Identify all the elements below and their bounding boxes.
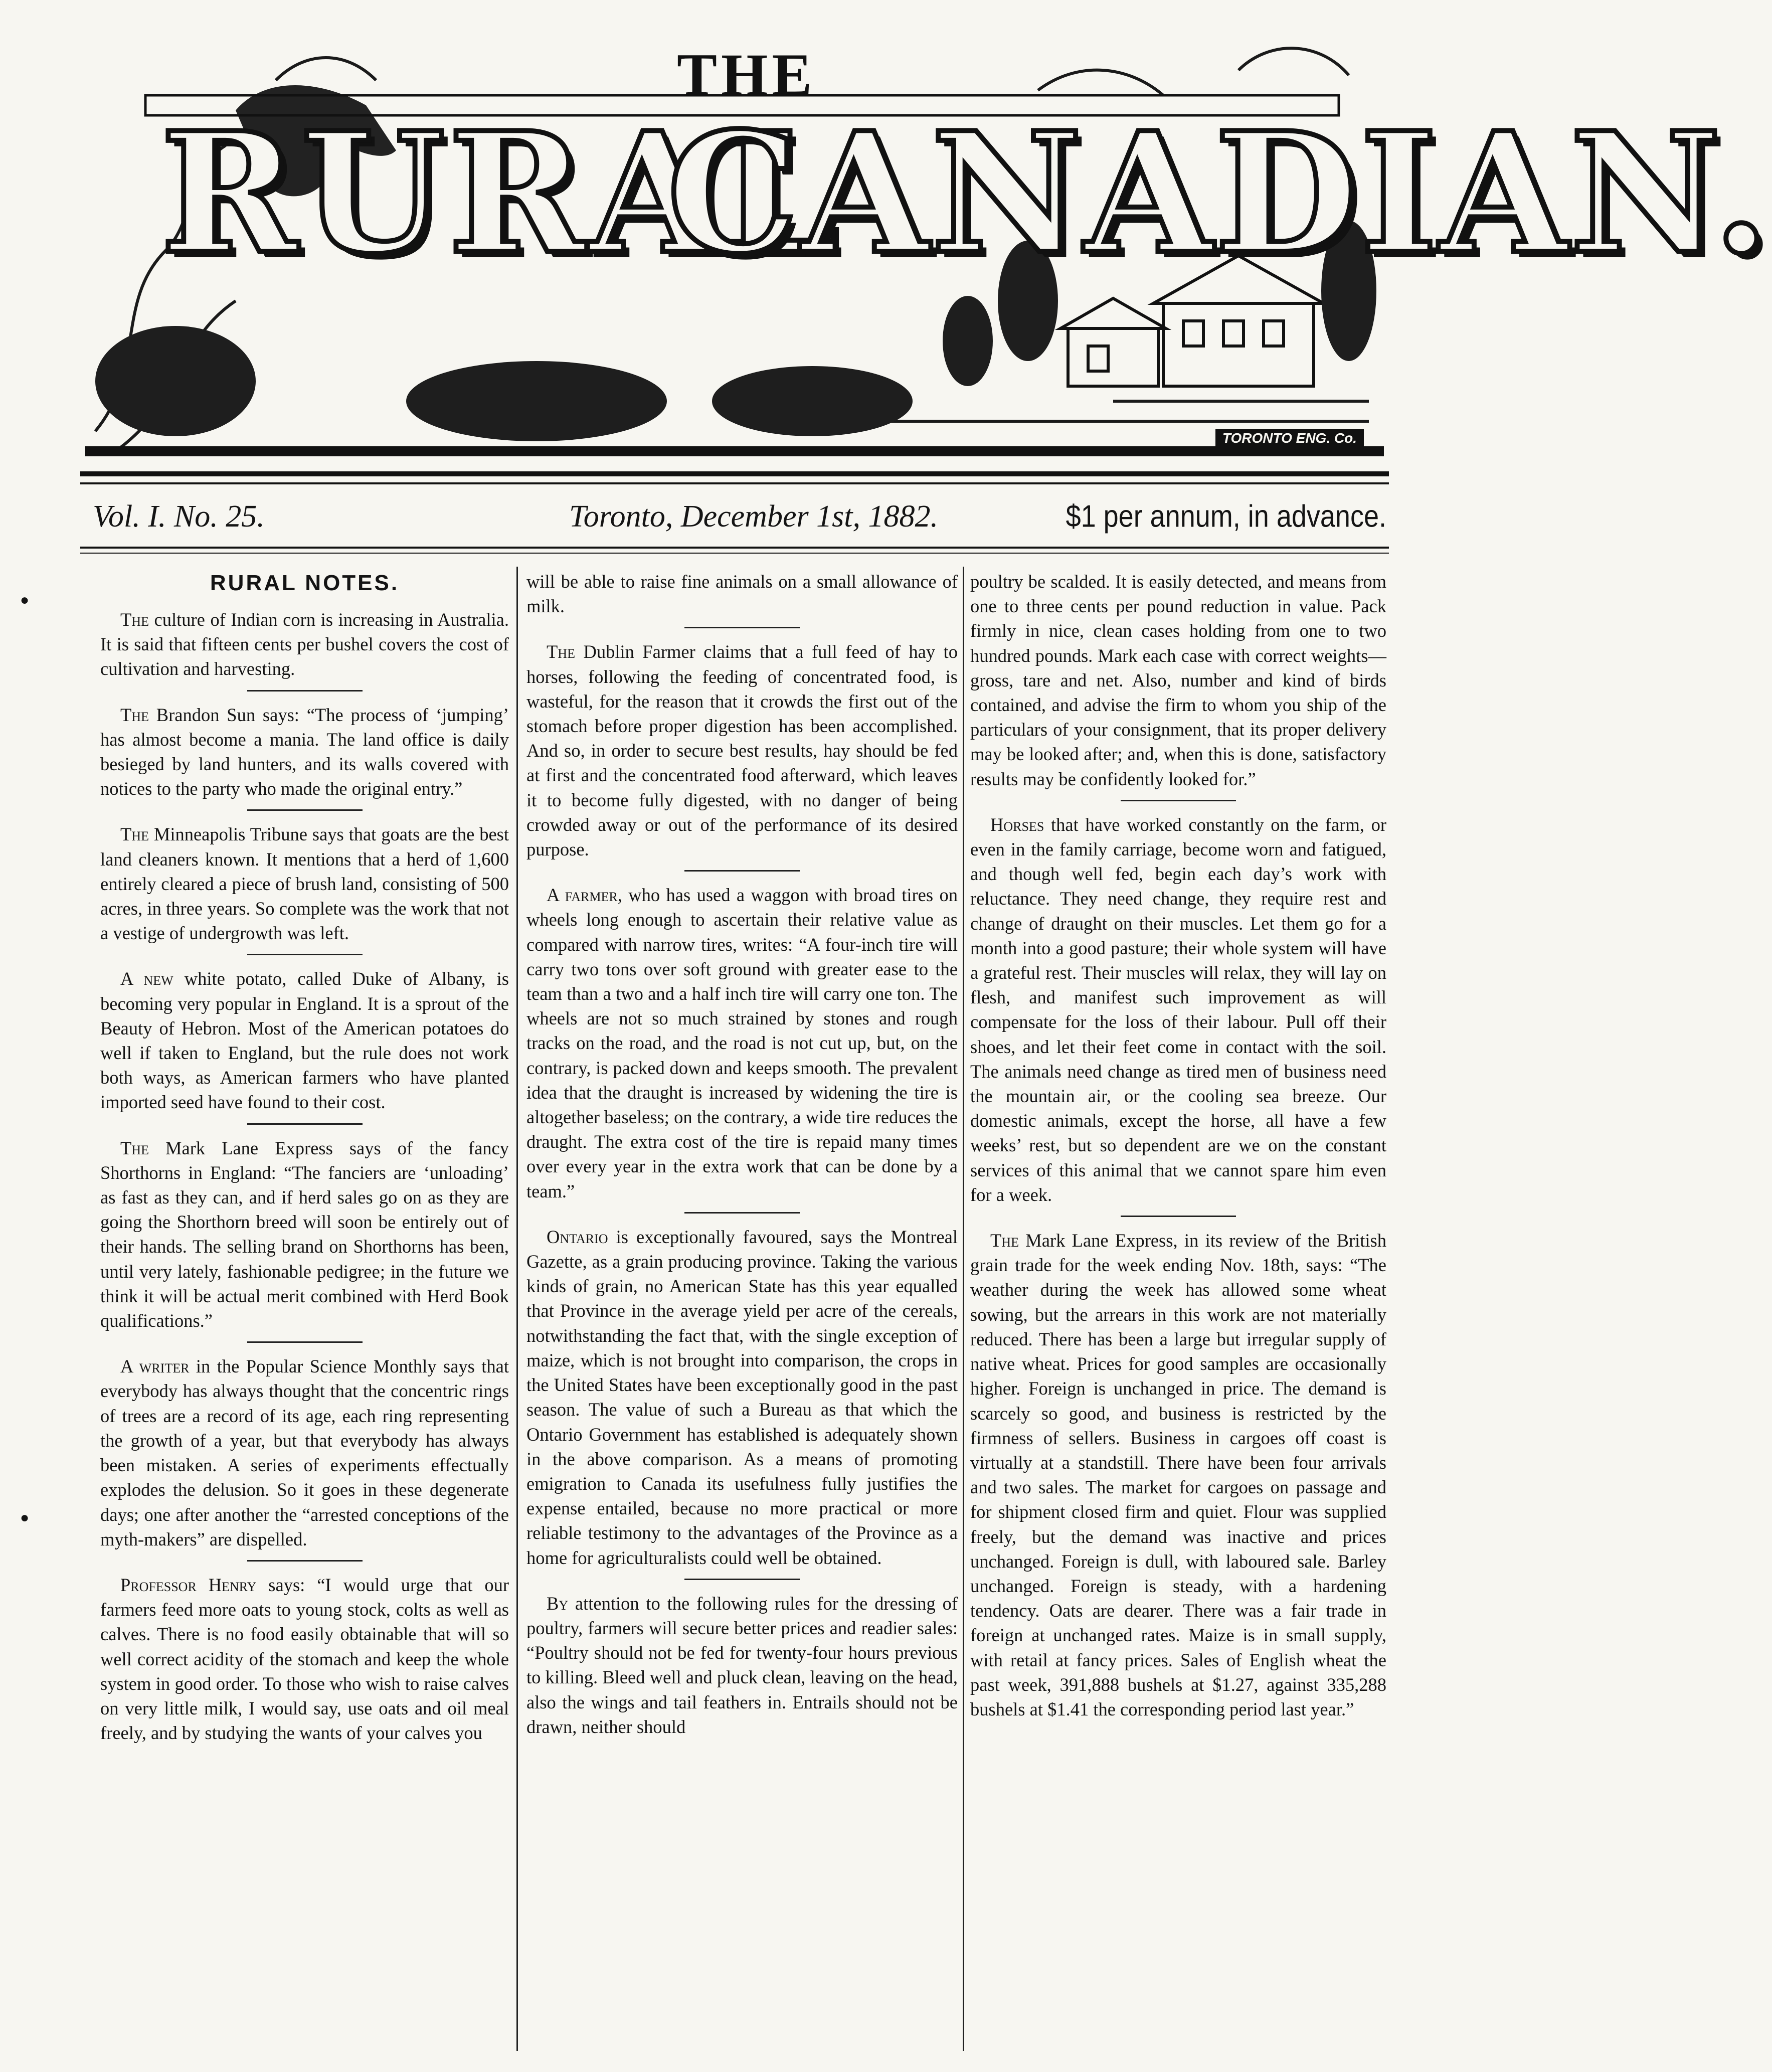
margin-mark: ● [20, 592, 30, 608]
paragraph-text: Brandon Sun says: “The process of ‘jumping’ has almost become a mania. The land office is daily besieged by land hunters, and its walls covered with notices to the party who made the original entry.” [100, 704, 509, 799]
paragraph-text: will be able to raise fine animals on a small allowance of milk. [526, 571, 958, 617]
subscription-price: $1 per annum, in advance. [1066, 499, 1386, 534]
item-separator [684, 1212, 800, 1214]
column-3 [970, 569, 1386, 2051]
article-paragraph [100, 703, 509, 801]
item-separator [684, 1579, 800, 1580]
volume-number: Vol. I. No. 25. [93, 499, 265, 534]
column-divider-2 [963, 567, 964, 2051]
item-separator [247, 1123, 363, 1125]
article-paragraph [100, 607, 509, 681]
paragraph-lead: The [120, 1137, 149, 1158]
paragraph-text: culture of Indian corn is increasing in Australia. It is said that fifteen cents per bushel covers the cost of cultivation and harvesting. [100, 609, 509, 679]
paragraph-lead: Professor Henry [120, 1574, 257, 1595]
masthead-the: THE [677, 41, 816, 108]
column-1 [100, 569, 509, 2051]
paragraph-text: Mark Lane Express says of the fancy Shorthorns in England: “The fanciers are ‘unloading’ as fast as they can, and if herd sales go on as they are going the Shorthorn breed will soon be entirely out of their hands. The selling brand on Shorthorns has been, until very lately, fashionable pedigree; in the future we think it will be actual merit combined with Herd Book qualifications.” [100, 1137, 509, 1331]
top-rule-thin [80, 482, 1389, 484]
article-paragraph [970, 812, 1386, 1207]
article-paragraph [526, 569, 958, 618]
column-2 [526, 569, 958, 2051]
paragraph-lead: A new [120, 968, 173, 989]
article-paragraph [100, 822, 509, 945]
paragraph-lead: A writer [120, 1356, 190, 1377]
article-paragraph [100, 1573, 509, 1745]
paragraph-text: who has used a waggon with broad tires on wheels long enough to ascertain their relative value as compared with narrow tires, writes: “A four-inch tire will carry two tons over soft ground with greater ease to the team than a two and a half inch tire will carry one ton. The wheels are not so much strained by stones and rough tracks on the road, and the road is not cut up, but, on the contrary, is packed down and keeps smooth. The prevalent idea that the draught is increased by widening the tire is altogether baseless; on the contrary, a wide tire reduces the draught. The extra cost of the tire is repaid many times over every year in the extra work that can be done by a team.” [526, 885, 958, 1201]
paragraph-text: Minneapolis Tribune says that goats are the best land cleaners known. It mentions that a herd of 1,600 entirely cleared a piece of brush land, consisting of 500 acres, in three years. So complete was the work that not a vestige of undergrowth was left. [100, 824, 509, 944]
item-separator [247, 1560, 363, 1562]
paragraph-lead: The [120, 704, 149, 725]
item-separator [247, 809, 363, 811]
article-paragraph [526, 1591, 958, 1739]
paragraph-text: that have worked constantly on the farm, or even in the family carriage, become worn and fatigued, and though well fed, begin each day’s work with reluctance. They need change, they require rest and change of draught on their muscles. Let them go for a month into a good pasture; their whole system will have a grateful rest. Their muscles will relax, they will lay on flesh, and manifest such improvement as will compensate for the loss of their labour. Pull off their shoes, and let their feet come in contact with the soil. The animals need change as tired men of business need the mountain air, or the cooling sea breeze. Our domestic animals, except the horse, all have a few weeks’ rest, but so dependent are we on the constant services of this animal that we cannot spare him even for a week. [970, 814, 1386, 1205]
article-paragraph [100, 1354, 509, 1551]
item-separator [247, 690, 363, 692]
paragraph-text: says: “I would urge that our farmers feed more oats to young stock, colts as well as calves. There is no food easily obtainable that will so well correct acidity of the stomach and keep the whole system in good order. To those who wish to raise calves on very little milk, I would say, use oats and oil meal freely, and by studying the wants of your calves you [100, 1574, 509, 1744]
paragraph-text: Mark Lane Express, in its review of the British grain trade for the week ending Nov. 18th, says: “The weather during the week has allowed some wheat sowing, but the arrears in this work are not materially reduced. There has been a large but irregular supply of native wheat. Prices for good samples are occasionally higher. Foreign is unchanged in price. The demand is scarcely so good, and business is restricted by the firmness of sellers. Business in cargoes off coast is virtually at a standstill. There have been four arrivals and two sales. The market for cargoes on passage and for shipment closed firm and quiet. Flour was supplied freely, but the demand was inactive and prices unchanged. Foreign is dull, with laboured sale. Barley unchanged. Foreign is steady, with a hardening tendency. Oats are dearer. There was a fair trade in foreign at unchanged rates. Maize is in small supply, with retail at fancy prices. Sales of English wheat the past week, 391,888 bushels at $1.27, against 335,288 bushels at $1.41 the corresponding period last year.” [970, 1230, 1386, 1719]
item-separator [684, 870, 800, 872]
paragraph-lead: The [120, 609, 149, 630]
masthead [85, 20, 1772, 456]
paragraph-text: in the Popular Science Monthly says that everybody has always thought that the concentric rings of trees are a record of its age, each ring representing the growth of a year, but that everybody has always been mistaken. A series of experiments effectually explodes the delusion. So it goes in these degenerate days; one after another the “arrested conceptions of the myth-makers” are dispelled. [100, 1356, 509, 1549]
masthead-title-canadian: CANADIAN. [667, 96, 1772, 290]
item-separator [247, 1341, 363, 1343]
dateline [93, 494, 1386, 539]
article-paragraph [526, 883, 958, 1203]
paragraph-lead: A farmer, [547, 885, 622, 906]
paragraph-text: attention to the following rules for the dressing of poultry, farmers will secure better prices and readier sales: “Poultry should not be fed for twenty-four hours previous to killing. Bleed well and pluck clean, leaving on the head, also the wings and tail feathers in. Entrails should not be drawn, neither should [526, 1593, 958, 1737]
article-paragraph [970, 569, 1386, 791]
item-separator [1121, 1216, 1236, 1217]
paragraph-text: white potato, called Duke of Albany, is becoming very popular in England. It is a sprout of the Beauty of Hebron. Most of the American potatoes do well if taken to England, but the rule does not work both ways, as American farmers who have planted imported seed have found to their cost. [100, 968, 509, 1113]
section-heading: RURAL NOTES. [210, 571, 400, 595]
top-rule [80, 471, 1389, 476]
paragraph-text: Dublin Farmer claims that a full feed of hay to horses, following the feeding of concentrated food, is wasteful, for the reason that it crowds the first out of the stomach before proper digestion has been accomplished. And so, in order to secure best results, hay should be fed at first and the concentrated food afterward, which leaves it to become fully digested, with no danger of being crowded away or out of the performance of its desired purpose. [526, 641, 958, 860]
article-paragraph [100, 966, 509, 1114]
place-date: Toronto, December 1st, 1882. [569, 499, 938, 534]
paragraph-text: poultry be scalded. It is easily detected, and means from one to three cents per pound reduction in value. Pack firmly in nice, clean cases holding from one to two hundred pounds. Mark each case with correct weights—gross, tare and net. Also, number and kind of birds contained, and advise the firm to whom you ship of the particulars of your consignment, that its proper delivery may be looked after; and, when this is done, satisfactory results may be confidently looked for.” [970, 571, 1386, 789]
engraver-credit: TORONTO ENG. Co. [1215, 429, 1364, 447]
paragraph-lead: The [990, 1230, 1019, 1251]
dateline-rule-thin [80, 553, 1389, 554]
paragraph-text: is exceptionally favoured, says the Montreal Gazette, as a grain producing province. Taking the various kinds of grain, no American State has this year equalled that Province in the average yield per acre of the cereals, notwithstanding the fact that, with the single exception of maize, which is not brought into comparison, the crops in the United States have been exceptionally good in the past season. The value of such a Bureau as that which the Ontario Government has established is adequately shown in the above comparison. As a means of promoting emigration to Canada its usefulness fully justifies the expense entailed, because no more practical or more reliable testimony to the advantages of the Province as a home for agriculturalists could well be obtained. [526, 1226, 958, 1568]
article-paragraph [970, 1228, 1386, 1721]
article-paragraph [526, 1225, 958, 1570]
paragraph-lead: Ontario [547, 1226, 608, 1247]
paragraph-lead: Horses [990, 814, 1044, 835]
article-paragraph [100, 1136, 509, 1333]
dateline-rule [80, 547, 1389, 549]
article-paragraph [526, 639, 958, 861]
paragraph-lead: By [547, 1593, 569, 1614]
item-separator [1121, 800, 1236, 801]
masthead-title-rural: RURAL [160, 96, 840, 290]
paragraph-lead: The [120, 824, 149, 845]
item-separator [684, 627, 800, 628]
item-separator [247, 954, 363, 955]
column-divider-1 [516, 567, 518, 2051]
paragraph-lead: The [547, 641, 575, 662]
margin-mark: ● [20, 1509, 30, 1526]
